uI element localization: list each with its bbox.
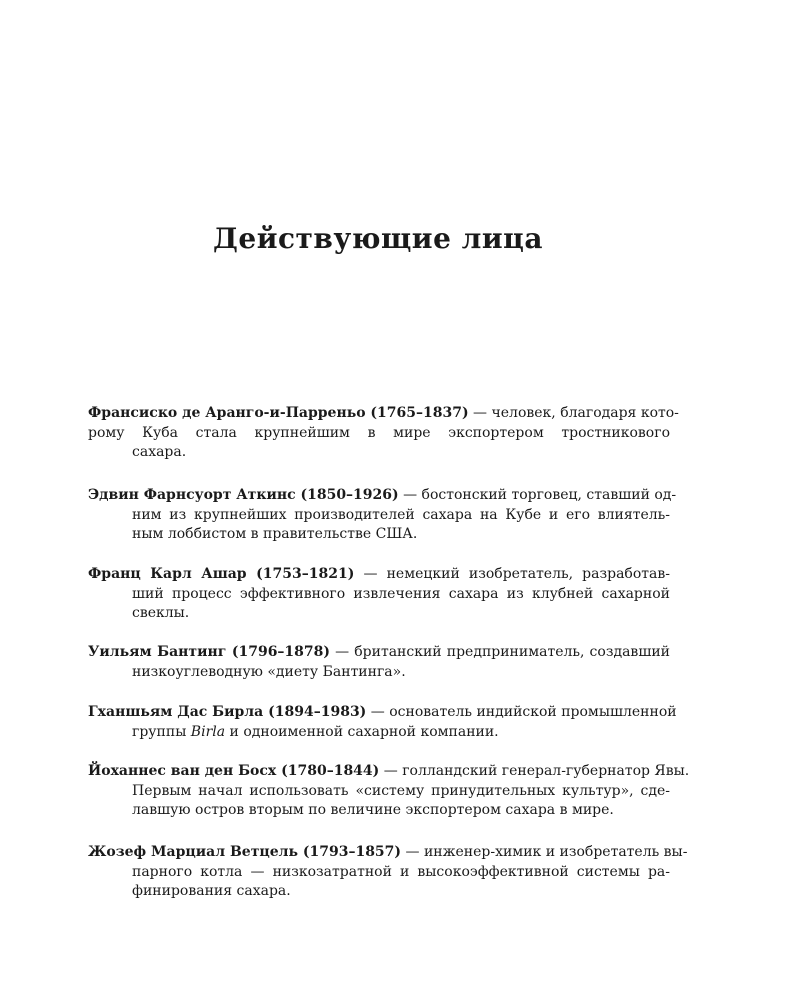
entry-text: сахара. xyxy=(132,444,187,460)
person-name: Гханшьям Дас Бирла (1894–1983) xyxy=(88,704,367,720)
entry-text: — британский предприниматель, создавший xyxy=(330,644,670,660)
list-item xyxy=(88,703,677,742)
person-name: Франц Карл Ашар (1753–1821) xyxy=(88,566,355,582)
person-name: Эдвин Фарнсуорт Аткинс (1850–1926) xyxy=(88,487,399,503)
person-name: Уильям Бантинг (1796–1878) xyxy=(88,644,331,660)
person-name: Жозеф Марциал Ветцель (1793–1857) xyxy=(88,844,402,860)
entry-text: ший процесс эффективного извлечения сахара из клубней сахарной xyxy=(132,585,670,602)
entry-text: — человек, благодаря кото- xyxy=(468,405,679,421)
person-name: Йоханнес ван ден Босх (1780–1844) xyxy=(88,763,380,779)
entry-text: Первым начал использовать «систему принудительных культур», сде- xyxy=(132,782,670,799)
entry-text: — основатель индийской промышленной xyxy=(366,704,677,720)
entry-text: низкоуглеводную «диету Бантинга». xyxy=(132,663,406,680)
entry-text: и одноименной сахарной компании. xyxy=(225,723,499,740)
entry-text: финирования сахара. xyxy=(132,883,291,899)
list-item xyxy=(88,565,670,624)
entry-text: ным лоббистом в правительстве США. xyxy=(132,526,418,542)
entry-text: свеклы. xyxy=(132,605,190,621)
entry-text: — инженер-химик и изобретатель вы- xyxy=(401,844,688,860)
entry-text: парного котла — низкозатратной и высокоэффективной системы ра- xyxy=(132,863,670,880)
list-item xyxy=(88,643,670,682)
list-item xyxy=(88,843,688,902)
list-item xyxy=(88,486,677,545)
list-item xyxy=(88,762,690,821)
entry-text: группы xyxy=(132,723,191,740)
entry-text: рому Куба стала крупнейшим в мире экспортером тростникового xyxy=(88,424,670,441)
list-item xyxy=(88,404,679,463)
entry-text: лавшую остров вторым по величине экспортером сахара в мире. xyxy=(132,802,614,818)
person-name: Франсиско де Аранго-и-Парреньо (1765–1837) xyxy=(88,405,469,421)
entry-text: — бостонский торговец, ставший од- xyxy=(398,487,677,503)
entry-text: ним из крупнейших производителей сахара на Кубе и его влиятель- xyxy=(132,506,670,523)
company-name: Birla xyxy=(190,723,226,740)
page-title: Действующие лица xyxy=(213,222,543,255)
entry-text: — голландский генерал-губернатор Явы. xyxy=(379,763,690,779)
entry-text: — немецкий изобретатель, разработав- xyxy=(354,566,670,582)
